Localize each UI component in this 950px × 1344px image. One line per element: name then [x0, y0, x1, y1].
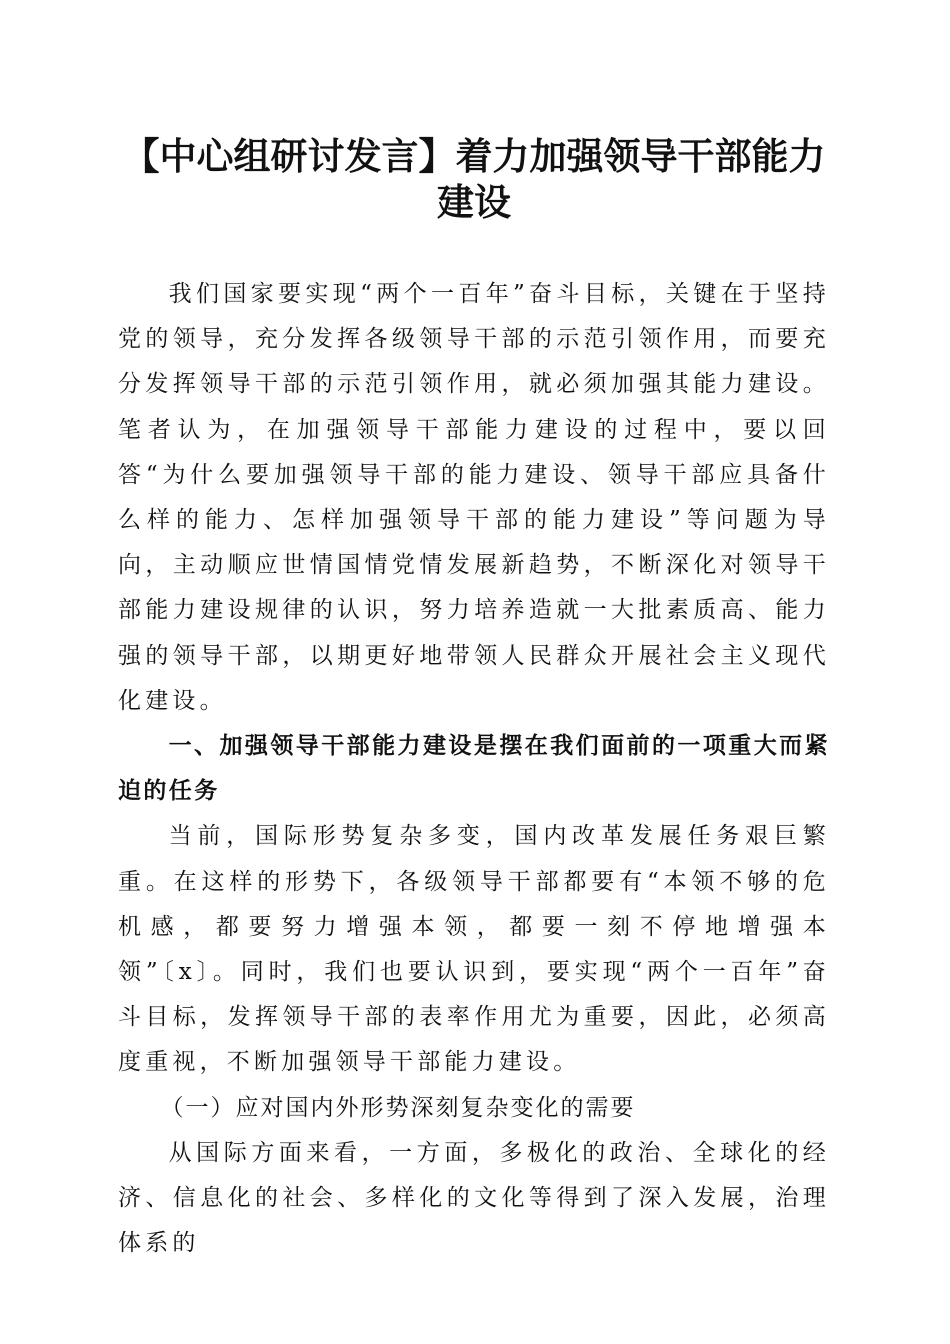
paragraph-section-1: 当前，国际形势复杂多变，国内改革发展任务艰巨繁重。在这样的形势下，各级领导干部都要有“本领不够的危机感，都要努力增强本领，都要一刻不停地增强本领”〔x〕。同时，我们也要认识到，要实现“两个一百年”奋斗目标，发挥领导干部的表率作用尤为重要，因此，必须高度重视，不断加强领导干部能力建设。 — [118, 823, 830, 1076]
subsection-heading-1: （一）应对国内外形势深刻复杂变化的需要 — [160, 1094, 636, 1121]
paragraph-intro: 我们国家要实现“两个一百年”奋斗目标，关键在于坚持党的领导，充分发挥各级领导干部的示范引领作用，而要充分发挥领导干部的示范引领作用，就必须加强其能力建设。笔者认为，在加强领导干部能力建设的过程中，要以回答“为什么要加强领导干部的能力建设、领导干部应具备什么样的能力、怎样加强领导干部的能力建设”等问题为导向，主动顺应世情国情党情发展新趋势，不断深化对领导干部能力建设规律的认识，努力培养造就一大批素质高、能力强的领导干部，以期更好地带领人民群众开展社会主义现代化建设。 — [118, 281, 830, 714]
paragraph-subsection-1: 从国际方面来看，一方面，多极化的政治、全球化的经济、信息化的社会、多样化的文化等得到了深入发展，治理体系的 — [118, 1139, 830, 1257]
document-body — [118, 272, 830, 1266]
section-heading-1: 一、加强领导干部能力建设是摆在我们面前的一项重大而紧迫的任务 — [118, 733, 830, 805]
document-title: 【中心组研讨发言】着力加强领导干部能力建设 — [122, 135, 826, 224]
